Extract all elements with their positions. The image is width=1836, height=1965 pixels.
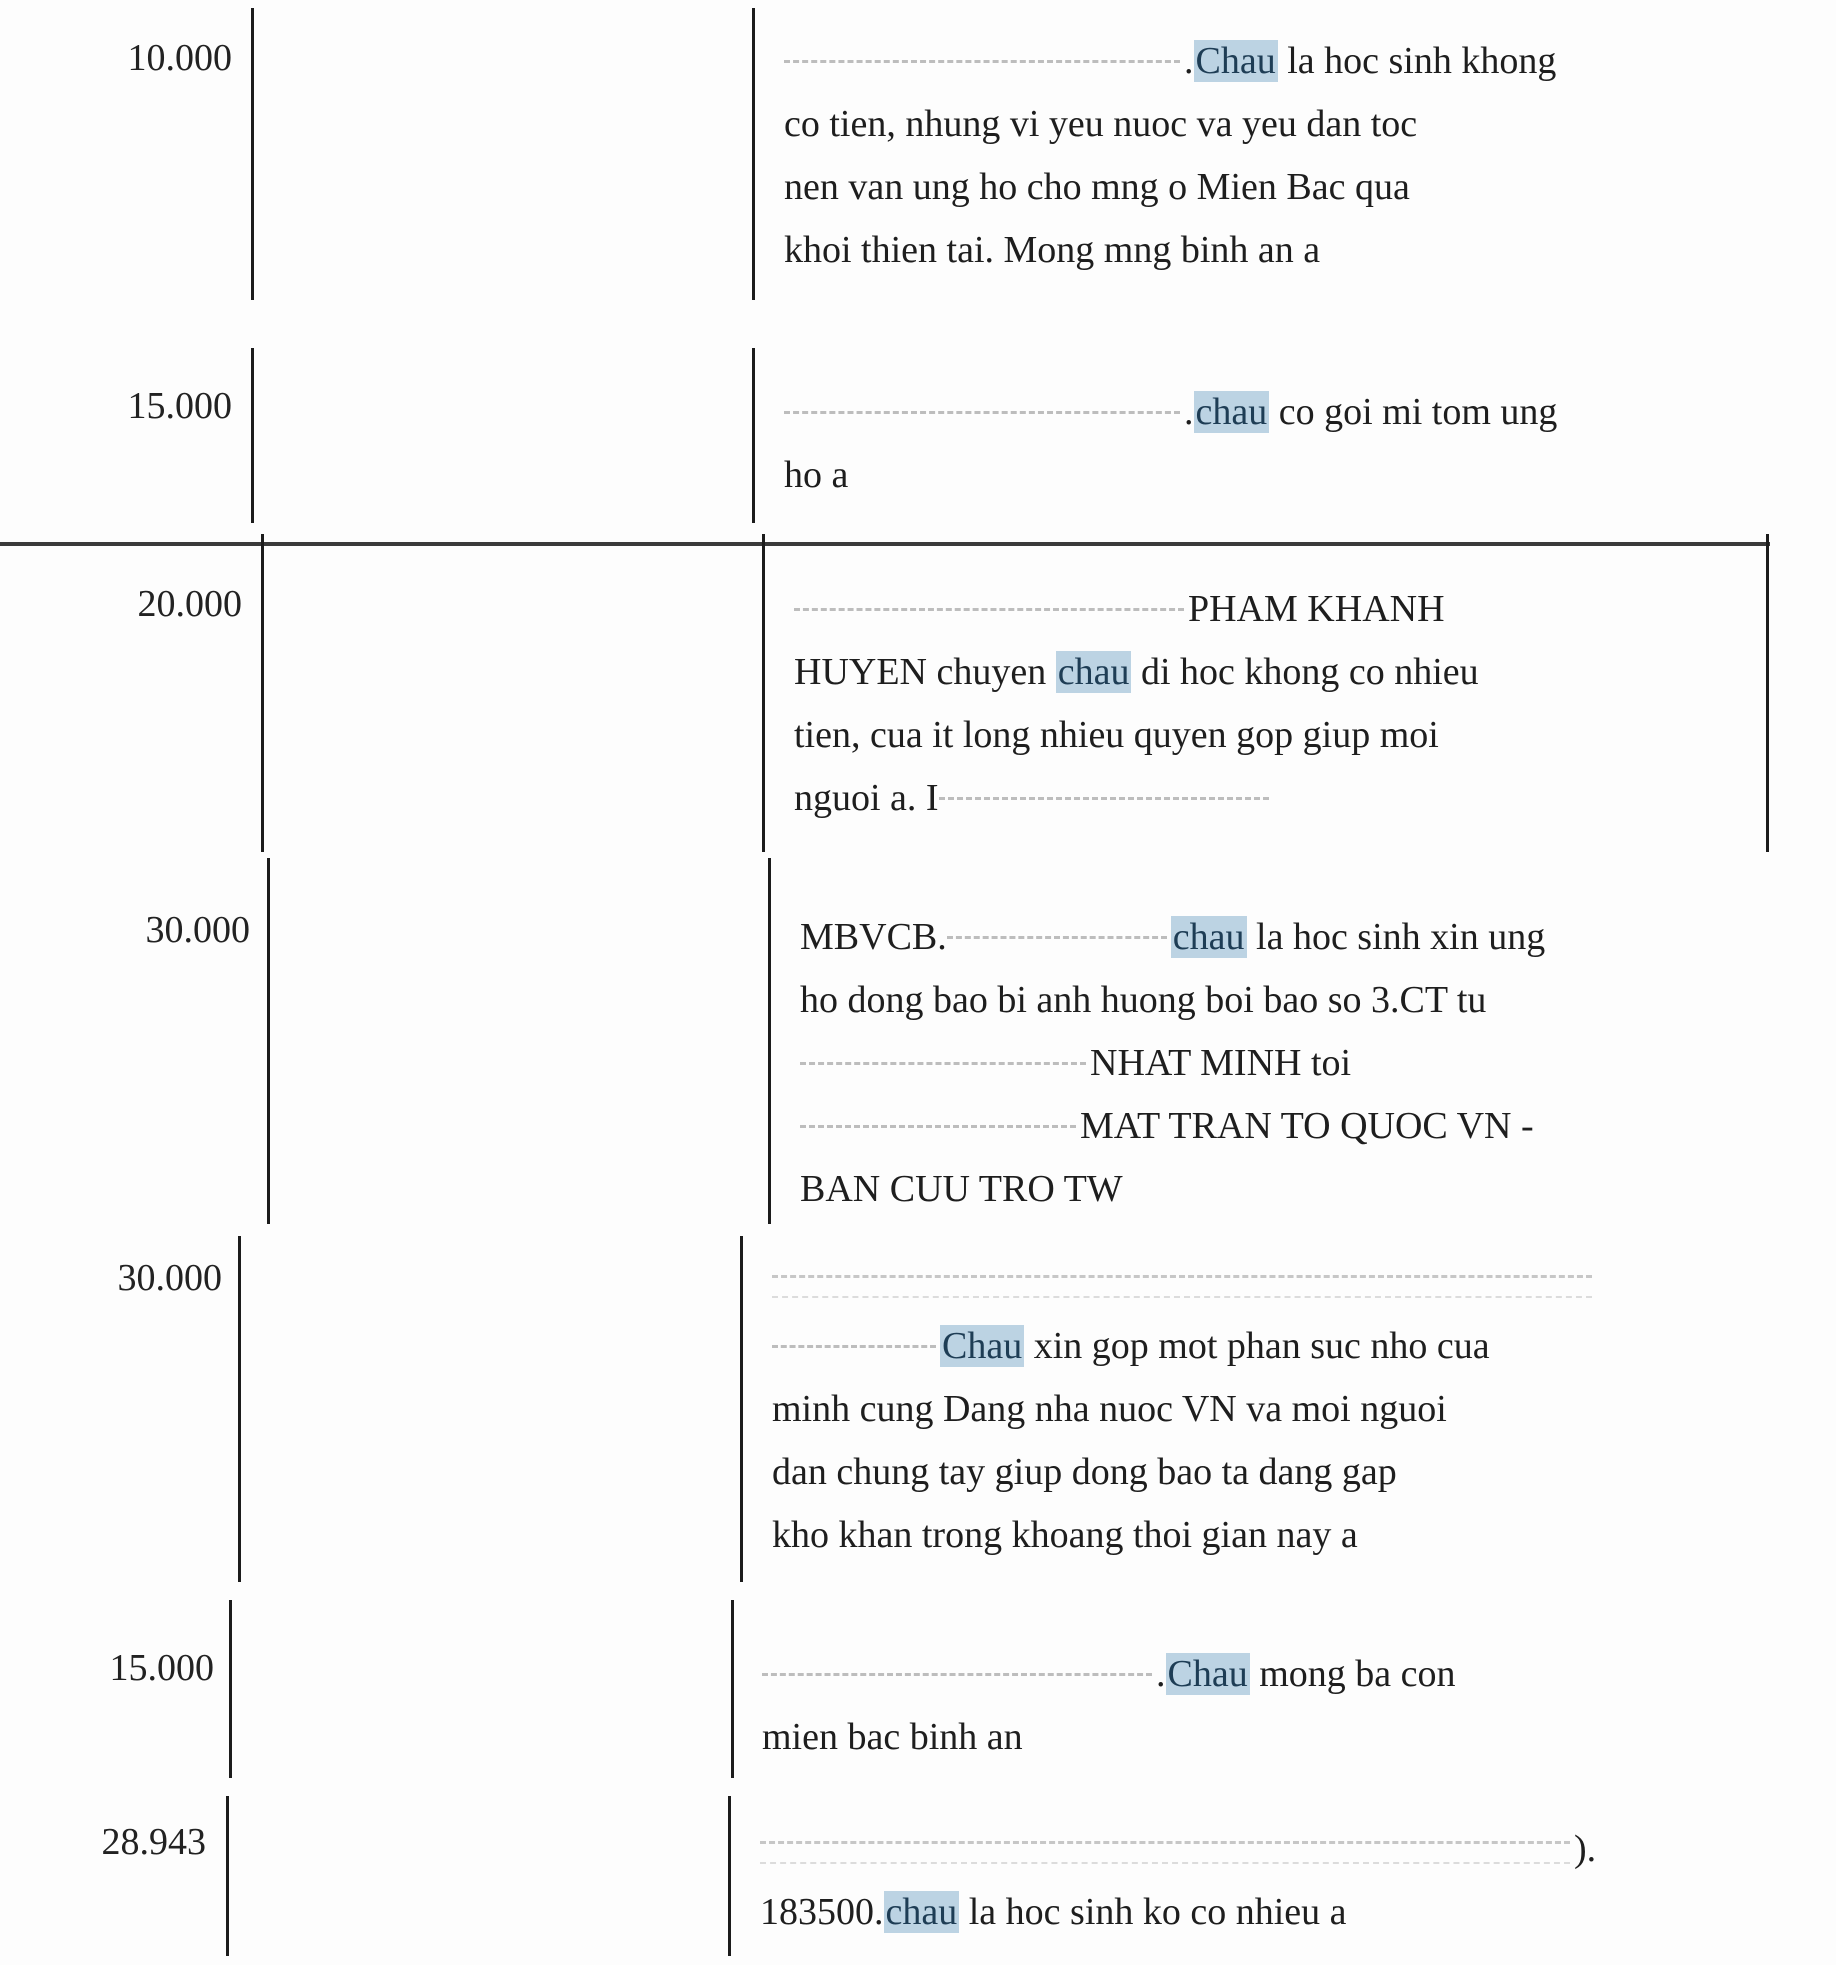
description-line: kho khan trong khoang thoi gian nay a xyxy=(772,1514,1358,1556)
highlighted-word: Chau xyxy=(1167,1653,1248,1695)
redacted-text xyxy=(762,1673,1152,1682)
description-line xyxy=(800,906,1620,969)
column-rule xyxy=(752,348,755,523)
highlighted-word: Chau xyxy=(942,1325,1023,1367)
column-rule xyxy=(752,8,755,300)
description-line: ho dong bao bi anh huong boi bao so 3.CT tu xyxy=(800,979,1487,1021)
amount-cell: 30.000 xyxy=(117,1257,222,1299)
redacted-text xyxy=(784,60,1180,69)
redacted-text xyxy=(772,1345,936,1354)
row-divider xyxy=(0,542,1770,546)
highlighted-word: chau xyxy=(1172,916,1245,958)
line-suffix: xin gop mot phan suc nho cua xyxy=(1024,1325,1490,1367)
description-cell xyxy=(784,381,1604,507)
highlighted-word: chau xyxy=(1057,651,1130,693)
line-prefix: MBVCB. xyxy=(800,916,947,958)
amount-cell: 28.943 xyxy=(101,1821,206,1863)
highlighted-word: chau xyxy=(885,1891,958,1933)
description-line xyxy=(772,1252,1592,1315)
description-text: MAT TRAN TO QUOC VN - xyxy=(1080,1105,1534,1147)
line-suffix: co goi mi tom ung xyxy=(1269,391,1558,433)
line-suffix: di hoc khong co nhieu xyxy=(1131,651,1479,693)
column-rule xyxy=(1766,534,1769,852)
description-line xyxy=(794,578,1614,641)
description-line xyxy=(772,1315,1592,1378)
column-rule xyxy=(740,1236,743,1582)
column-rule xyxy=(261,534,264,852)
line-suffix: la hoc sinh ko co nhieu a xyxy=(959,1891,1347,1933)
description-cell xyxy=(760,1818,1597,1944)
amount-cell: 20.000 xyxy=(137,583,242,625)
highlighted-word: Chau xyxy=(1195,40,1276,82)
description-cell xyxy=(794,578,1614,830)
description-line: khoi thien tai. Mong mng binh an a xyxy=(784,229,1321,271)
amount-cell: 30.000 xyxy=(145,909,250,951)
description-line: co tien, nhung vi yeu nuoc va yeu dan toc xyxy=(784,103,1418,145)
description-line xyxy=(760,1818,1597,1881)
redacted-text xyxy=(947,936,1167,945)
description-line xyxy=(800,1095,1620,1158)
description-line: nen van ung ho cho mng o Mien Bac qua xyxy=(784,166,1410,208)
description-line: tien, cua it long nhieu quyen gop giup moi xyxy=(794,714,1439,756)
line-suffix: la hoc sinh xin ung xyxy=(1246,916,1546,958)
description-line: ho a xyxy=(784,454,849,496)
description-cell xyxy=(762,1643,1582,1769)
column-rule xyxy=(238,1236,241,1582)
description-line xyxy=(800,1032,1620,1095)
amount-cell: 15.000 xyxy=(127,385,232,427)
line-prefix: 183500. xyxy=(760,1891,884,1933)
description-line xyxy=(760,1881,1580,1944)
description-cell xyxy=(772,1252,1592,1567)
description-line xyxy=(794,767,1614,830)
description-cell xyxy=(800,906,1620,1221)
amount-cell: 15.000 xyxy=(109,1647,214,1689)
redacted-text xyxy=(800,1062,1086,1071)
line-suffix: la hoc sinh khong xyxy=(1277,40,1557,82)
column-rule xyxy=(768,858,771,1224)
description-line: BAN CUU TRO TW xyxy=(800,1168,1123,1210)
description-line: .chau co goi mi tom ung xyxy=(784,381,1604,444)
amount-cell: 10.000 xyxy=(127,37,232,79)
description-text: NHAT MINH toi xyxy=(1090,1042,1352,1084)
redacted-text xyxy=(784,411,1180,420)
redacted-text xyxy=(939,797,1269,806)
description-line: minh cung Dang nha nuoc VN va moi nguoi xyxy=(772,1388,1447,1430)
column-rule xyxy=(226,1796,229,1956)
redacted-text xyxy=(800,1125,1076,1134)
redacted-text xyxy=(794,608,1184,617)
highlighted-word: chau xyxy=(1195,391,1268,433)
description-text: PHAM KHANH xyxy=(1188,588,1445,630)
redacted-text xyxy=(772,1275,1592,1298)
column-rule xyxy=(251,8,254,300)
line-suffix: mong ba con xyxy=(1249,1653,1456,1695)
column-rule xyxy=(731,1600,734,1778)
description-line: .Chau la hoc sinh khong xyxy=(784,30,1604,93)
description-line: dan chung tay giup dong bao ta dang gap xyxy=(772,1451,1397,1493)
description-text: ). xyxy=(1574,1828,1597,1870)
line-prefix: HUYEN chuyen xyxy=(794,651,1056,693)
column-rule xyxy=(251,348,254,523)
redacted-text xyxy=(760,1841,1570,1864)
column-rule xyxy=(229,1600,232,1778)
description-line: .Chau mong ba con xyxy=(762,1643,1582,1706)
description-text: nguoi a. I xyxy=(794,777,939,819)
description-line xyxy=(794,641,1614,704)
description-cell xyxy=(784,30,1604,282)
column-rule xyxy=(267,858,270,1224)
description-line: mien bac binh an xyxy=(762,1716,1023,1758)
column-rule xyxy=(762,534,765,852)
column-rule xyxy=(728,1796,731,1956)
